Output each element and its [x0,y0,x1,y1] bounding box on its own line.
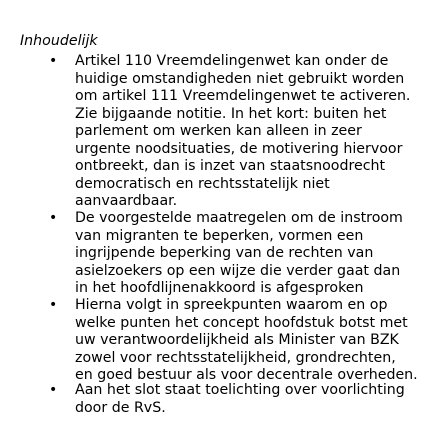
bullet-marker: • [49,53,58,69]
item-text-line: asielzoekers op een wijze die verder gaat dan [75,262,401,279]
item-text-line: Hierna volgt in spreekpunten waarom en op [75,297,388,313]
section-heading: Inhoudelijk [20,33,98,49]
item-text-line: Aan het slot staat toelichting over voorlichting [75,382,405,398]
item-text-line: en goed bestuur als voor decentrale overheden. [75,367,418,383]
bullet-marker: • [49,382,58,398]
item-text-line: in het hoofdlijnenakkoord is afgesproken [75,280,364,296]
item-text-line: De voorgestelde maatregelen om de instroom [75,210,403,226]
item-text-line: parlement om werken kan alleen in zeer [75,123,362,139]
item-text-line: van migranten te beperken, vormen een [75,227,364,244]
item-text-line: Artikel 110 Vreemdelingenwet kan onder de [75,53,389,69]
bullet-marker: • [49,210,58,226]
item-text-line: door de RvS. [75,399,166,416]
bullet-marker: • [49,297,58,313]
item-text-line: democratisch en rechtsstatelijk niet [75,175,330,192]
item-text-line: welke punten het concept hoofdstuk botst met [75,314,408,331]
item-text-line: ontbreekt, dan is inzet van staatsnoodrecht [75,158,386,174]
item-text-line: Zie bijgaande notitie. In het kort: buiten het [75,105,387,122]
item-text-line: huidige omstandigheden niet gebruikt worden [75,70,405,87]
item-text-line: om artikel 111 Vreemdelingenwet te activeren. [75,88,411,104]
item-text-line: urgente noodsituaties, de motivering hiervoor [75,140,403,157]
item-text-line: zowel voor rechtsstatelijkheid, grondrechten, [75,349,396,366]
item-text-line: ingrijpende beperking van de rechten van [75,245,374,261]
item-text-line: uw verantwoordelijkheid als Minister van BZK [75,332,399,348]
item-text-line: aanvaardbaar. [75,193,178,209]
